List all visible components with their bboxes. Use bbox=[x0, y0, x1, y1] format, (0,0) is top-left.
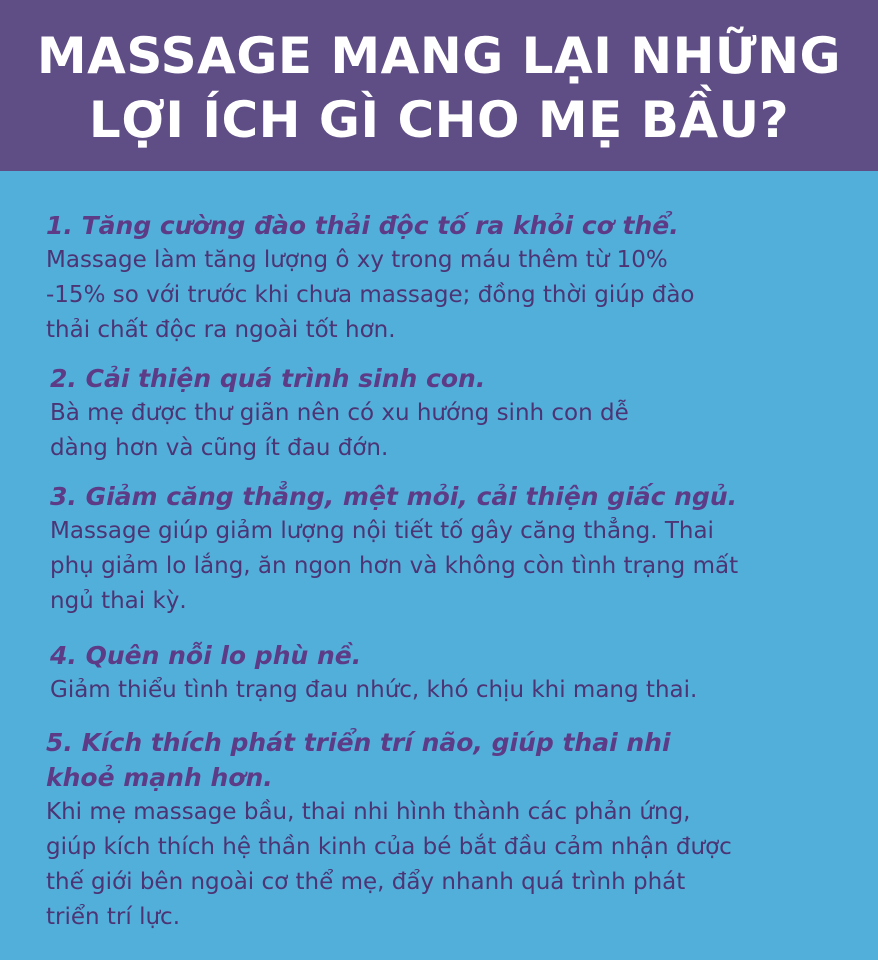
benefit-heading: 4. Quên nỗi lo phù nề. bbox=[50, 641, 362, 670]
benefit-section-2 bbox=[50, 361, 870, 466]
benefit-heading: 5. Kích thích phát triển trí não, giúp thai nhi bbox=[46, 728, 671, 757]
benefit-section-3 bbox=[50, 479, 870, 619]
benefit-text-line: phụ giảm lo lắng, ăn ngon hơn và không còn tình trạng mất bbox=[50, 553, 739, 579]
benefit-section-1 bbox=[46, 208, 866, 348]
benefit-heading: 3. Giảm căng thẳng, mệt mỏi, cải thiện giấc ngủ. bbox=[50, 482, 738, 511]
benefit-heading: 2. Cải thiện quá trình sinh con. bbox=[50, 364, 486, 393]
benefit-heading: khoẻ mạnh hơn. bbox=[46, 763, 273, 792]
benefit-text-line: dàng hơn và cũng ít đau đớn. bbox=[50, 435, 389, 461]
benefit-text-line: Massage làm tăng lượng ô xy trong máu thêm từ 10% bbox=[46, 247, 668, 273]
benefit-heading: 1. Tăng cường đào thải độc tố ra khỏi cơ thể. bbox=[46, 211, 679, 240]
benefit-text-line: thải chất độc ra ngoài tốt hơn. bbox=[46, 317, 396, 343]
title-line-1: MASSAGE MANG LẠI NHỮNG bbox=[36, 26, 842, 85]
benefit-text-line: thế giới bên ngoài cơ thể mẹ, đẩy nhanh quá trình phát bbox=[46, 869, 686, 895]
benefit-text-line: ngủ thai kỳ. bbox=[50, 588, 187, 614]
benefit-section-4 bbox=[50, 638, 870, 708]
benefit-text-line: Giảm thiểu tình trạng đau nhức, khó chịu khi mang thai. bbox=[50, 677, 698, 703]
title-banner bbox=[0, 0, 878, 171]
benefit-text-line: Massage giúp giảm lượng nội tiết tố gây căng thẳng. Thai bbox=[50, 518, 714, 544]
benefit-section-5 bbox=[46, 725, 866, 935]
benefit-text-line: -15% so với trước khi chưa massage; đồng thời giúp đào bbox=[46, 282, 695, 308]
benefit-text-line: Bà mẹ được thư giãn nên có xu hướng sinh con dễ bbox=[50, 400, 629, 426]
title-line-2: LỢI ÍCH GÌ CHO MẸ BẦU? bbox=[88, 90, 790, 149]
benefit-text-line: triển trí lực. bbox=[46, 904, 181, 930]
benefit-text-line: Khi mẹ massage bầu, thai nhi hình thành các phản ứng, bbox=[46, 799, 691, 825]
benefit-text-line: giúp kích thích hệ thần kinh của bé bắt đầu cảm nhận được bbox=[46, 834, 732, 860]
